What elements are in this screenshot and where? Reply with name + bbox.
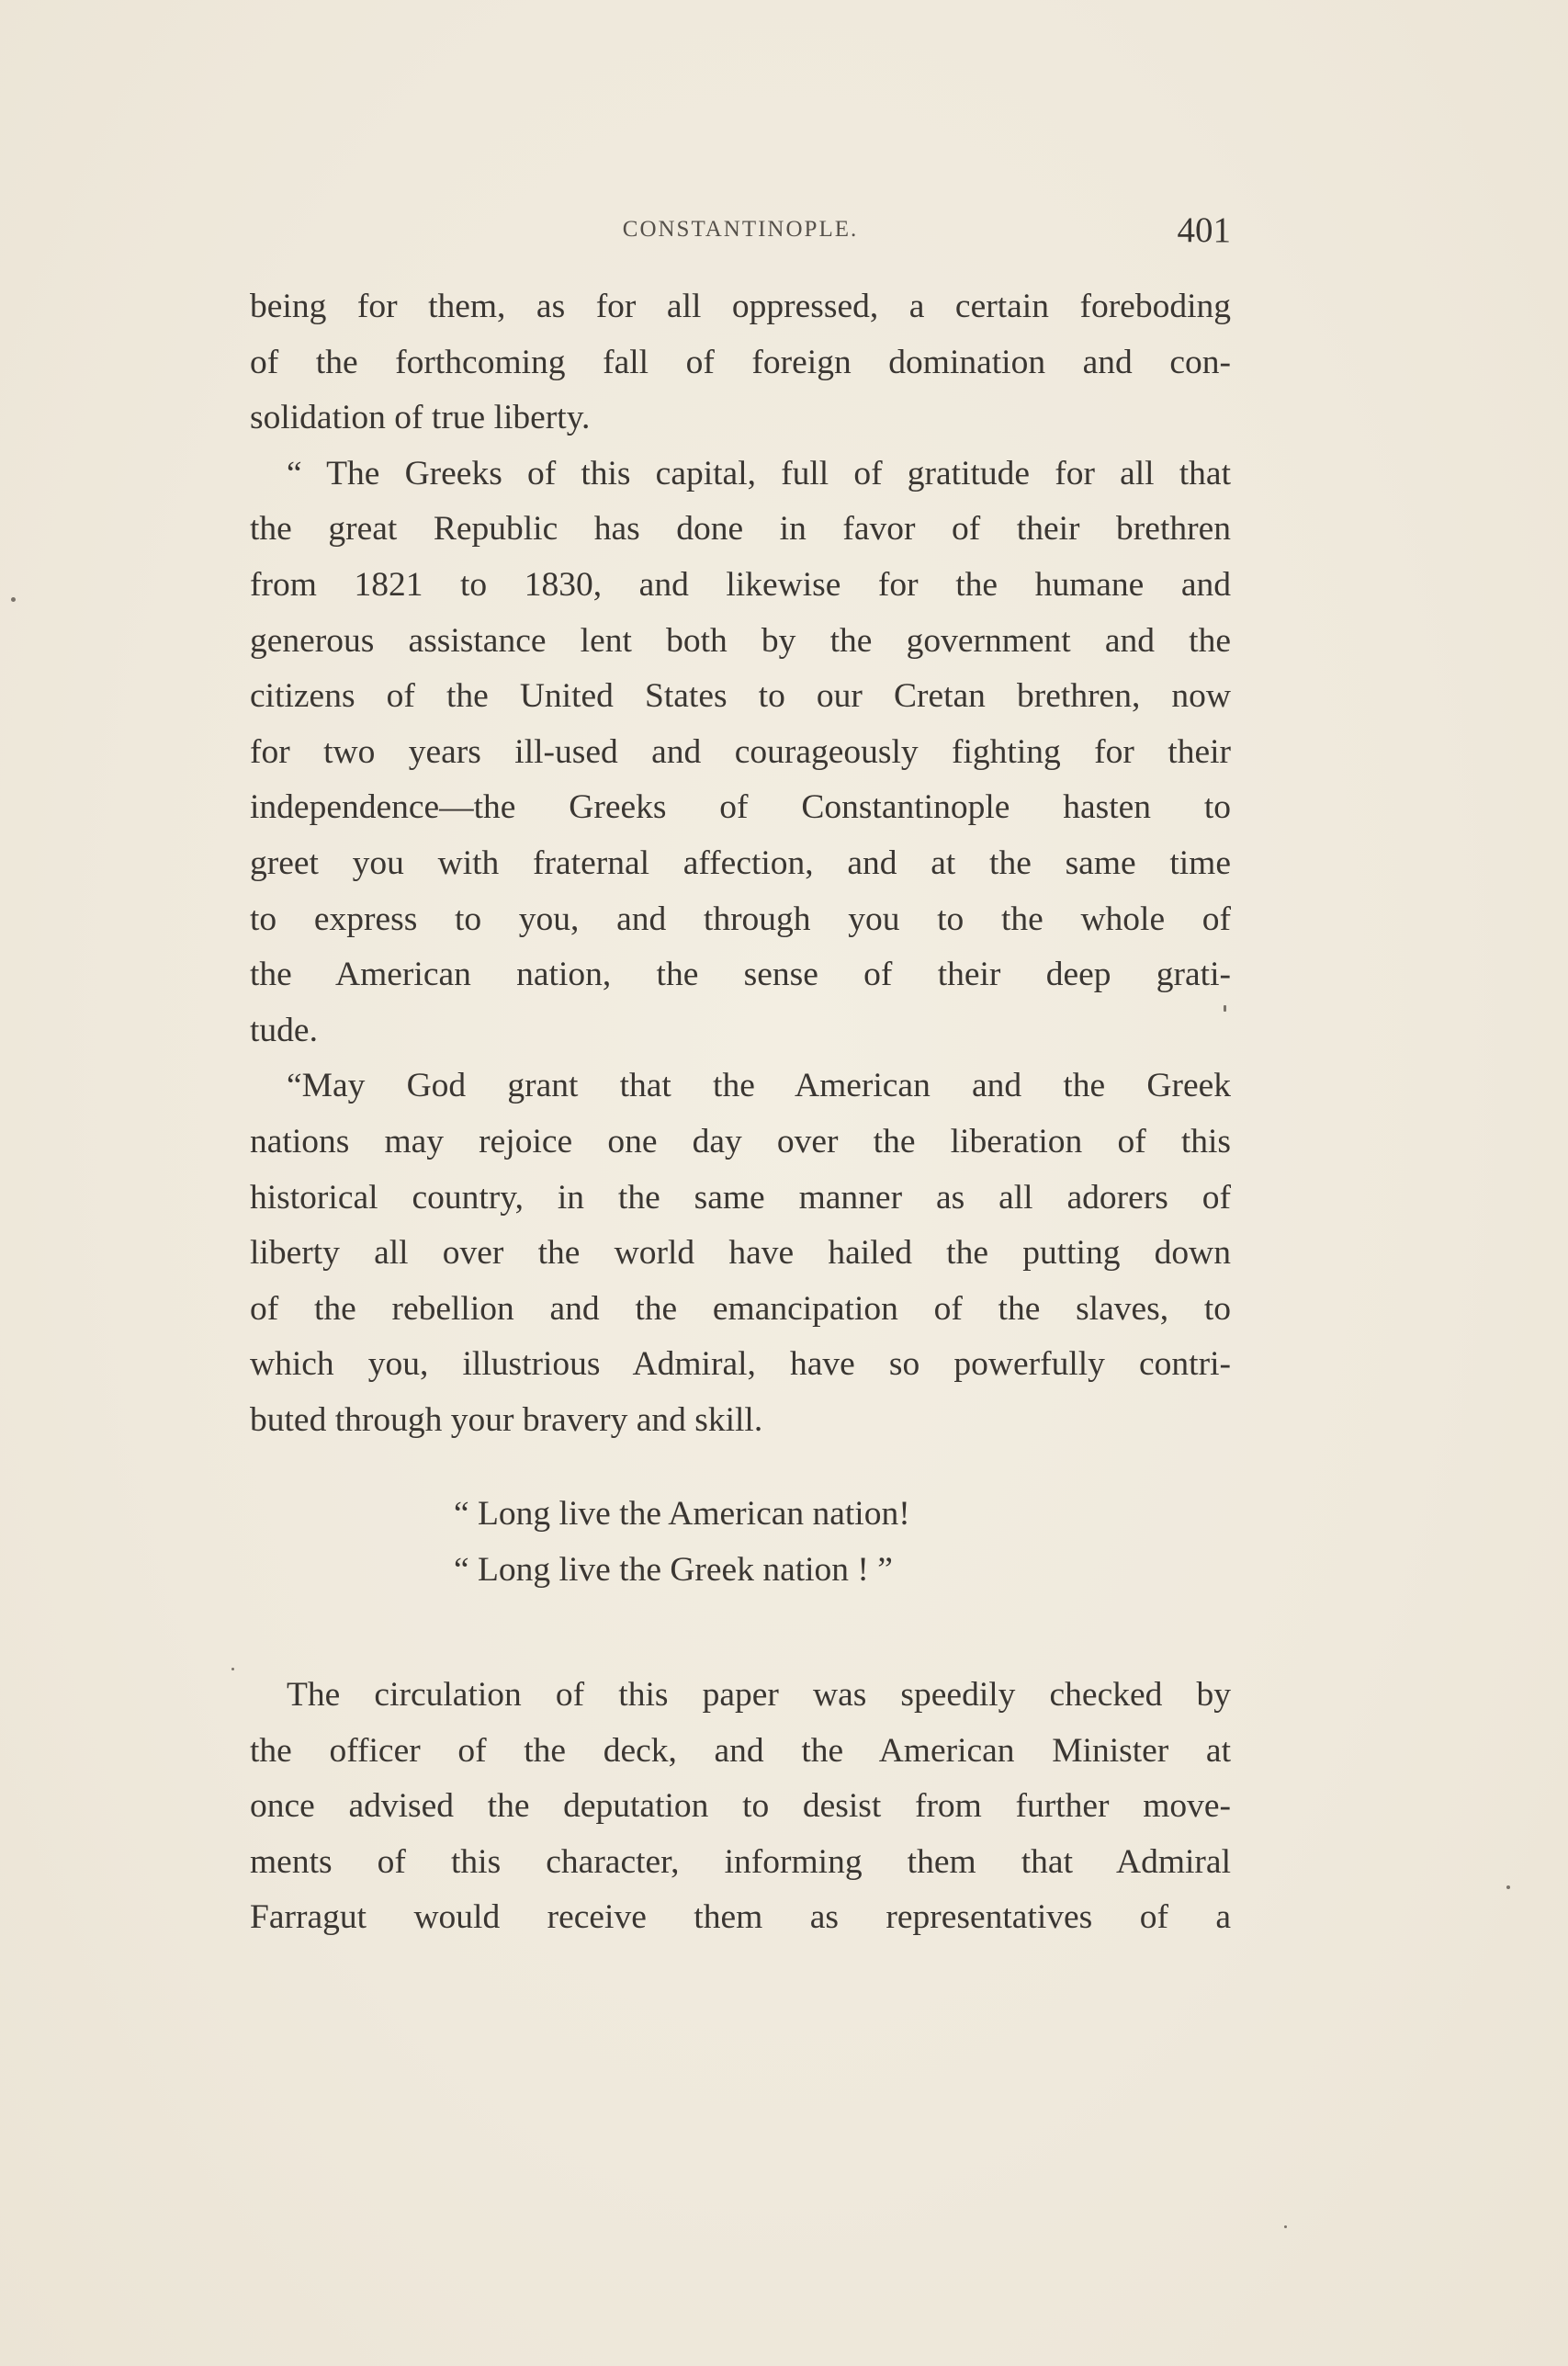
- paper-speck: [231, 1668, 234, 1670]
- text-line: independence—the Greeks of Constantinople hasten to: [250, 788, 1231, 827]
- acclamations: [250, 1486, 1231, 1598]
- main-text: [250, 279, 1231, 1448]
- text-line: buted through your bravery and skill.: [250, 1400, 763, 1439]
- text-line: which you, illustrious Admiral, have so powerfully contri-: [250, 1345, 1231, 1384]
- text-line: citizens of the United States to our Cretan brethren, now: [250, 677, 1231, 716]
- text-line: “ The Greeks of this capital, full of gratitude for all that: [287, 454, 1231, 492]
- text-line: the American nation, the sense of their deep grati-: [250, 956, 1231, 994]
- text-line: the officer of the deck, and the American Minister at: [250, 1731, 1231, 1770]
- acclamation-line: “ Long live the American nation!: [454, 1495, 910, 1533]
- text-line: to express to you, and through you to the whole of: [250, 900, 1231, 938]
- text-line: of the rebellion and the emancipation of the slaves, to: [250, 1289, 1231, 1328]
- text-line: generous assistance lent both by the government and the: [250, 621, 1231, 660]
- paragraph-greeks-address: [250, 447, 1231, 1059]
- paragraph-continuation: [250, 279, 1231, 447]
- paper-speck: [1284, 2225, 1287, 2228]
- text-line: once advised the deputation to desist from further move-: [250, 1787, 1231, 1826]
- paper-speck: [11, 597, 16, 602]
- text-line: solidation of true liberty.: [250, 399, 591, 437]
- page-number: 401: [1177, 210, 1231, 250]
- running-title: CONSTANTINOPLE.: [622, 217, 859, 242]
- text-line: nations may rejoice one day over the liberation of this: [250, 1122, 1231, 1160]
- running-head: [250, 209, 1231, 255]
- paper-speck: [1506, 1885, 1510, 1889]
- text-line: from 1821 to 1830, and likewise for the humane and: [250, 565, 1231, 604]
- text-line: tude.: [250, 1011, 318, 1049]
- text-line: greet you with fraternal affection, and at the same time: [250, 843, 1231, 882]
- text-line: ments of this character, informing them that Admiral: [250, 1842, 1231, 1881]
- acclamation-line: “ Long live the Greek nation ! ”: [454, 1551, 893, 1589]
- text-line: being for them, as for all oppressed, a certain foreboding: [250, 288, 1231, 325]
- closing-paragraph: [250, 1668, 1231, 1946]
- text-line: the great Republic has done in favor of their brethren: [250, 510, 1231, 549]
- text-line: of the forthcoming fall of foreign domination and con-: [250, 343, 1231, 381]
- text-line: liberty all over the world have hailed the putting down: [250, 1234, 1231, 1273]
- text-line: Farragut would receive them as representatives of a: [250, 1898, 1231, 1937]
- paper-speck: [1224, 1005, 1226, 1012]
- text-line: The circulation of this paper was speedily checked by: [287, 1676, 1231, 1714]
- text-line: “May God grant that the American and the Greek: [287, 1067, 1231, 1105]
- paragraph-may-god-grant: [250, 1058, 1231, 1448]
- text-line: for two years ill-used and courageously fighting for their: [250, 732, 1231, 771]
- text-line: historical country, in the same manner as all adorers of: [250, 1178, 1231, 1217]
